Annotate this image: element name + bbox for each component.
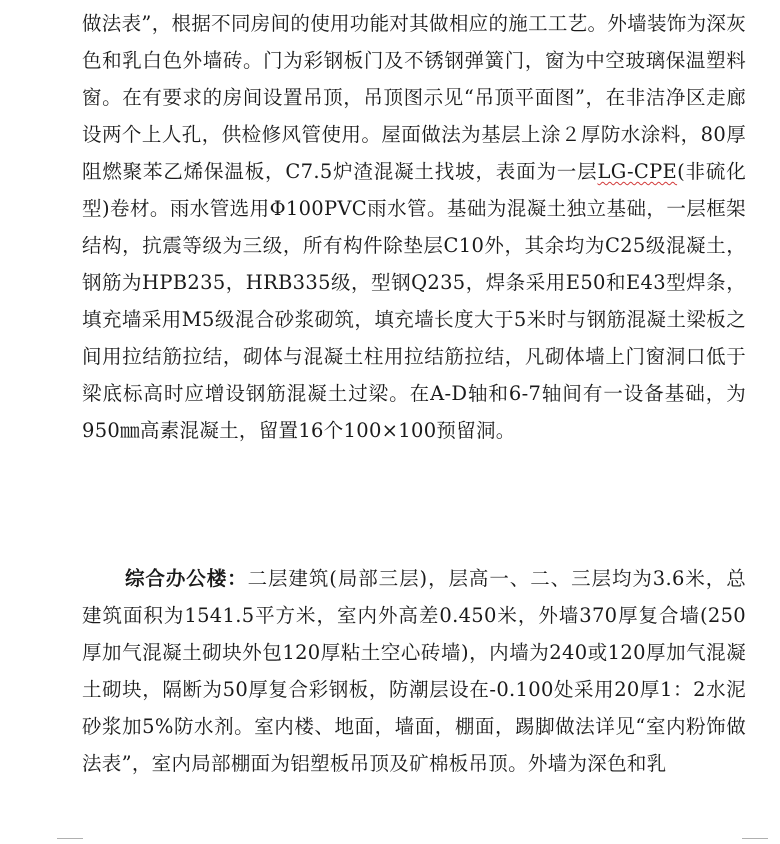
paragraph-1-text-a: 做法表”，根据不同房间的使用功能对其做相应的施工工艺。外墙装饰为深灰色和乳白色外墙砖。门为彩钢板门及不锈钢弹簧门，窗为中空玻璃保温塑料窗。在有要求的房间设置吊顶，吊顶图示见“吊顶平面图”，在非洁净区走廊设两个上人孔，供检修风管使用。屋面做法为基层上涂２厚防水涂料，80厚阻燃聚苯乙烯保温板，C7.5炉渣混凝土找坡，表面为一层 bbox=[82, 12, 746, 183]
page-corner-mark-left bbox=[57, 838, 83, 839]
paragraph-2-text: 二层建筑(局部三层)，层高一、二、三层均为3.6米，总建筑面积为1541.5平方米，室内外高差0.450米，外墙370厚复合墙(250厚加气混凝土砌块外包120厚粘土空心砖墙)，内墙为240或120厚加气混凝土砌块，隔断为50厚复合彩钢板，防潮层设在-0.100处采用20厚1：2水泥砂浆加5%防水剂。室内楼、地面，墙面，棚面，踢脚做法详见“室内粉饰做法表”，室内局部棚面为铝塑板吊顶及矿棉板吊顶。外墙为深色和乳 bbox=[82, 567, 746, 775]
body-paragraph-1 bbox=[82, 5, 746, 449]
body-paragraph-2 bbox=[82, 560, 746, 782]
section-lead-heading: 综合办公楼： bbox=[125, 567, 248, 590]
page-corner-mark-right bbox=[742, 838, 768, 839]
paragraph-1-text-b: (非硫化型)卷材。雨水管选用Φ100PVC雨水管。基础为混凝土独立基础，一层框架结构，抗震等级为三级，所有构件除垫层C10外，其余均为C25级混凝土，钢筋为HPB235，HRB335级，型钢Q235，焊条采用E50和E43型焊条，填充墙采用M5级混合砂浆砌筑，填充墙长度大于5米时与钢筋混凝土梁板之间用拉结筋拉结，砌体与混凝土柱用拉结筋拉结，凡砌体墙上门窗洞口低于梁底标高时应增设钢筋混凝土过梁。在A-D轴和6-7轴间有一设备基础，为950㎜高素混凝土，留置16个100×100预留洞。 bbox=[82, 160, 746, 442]
spellcheck-marked-term: LG-CPE bbox=[597, 160, 678, 183]
